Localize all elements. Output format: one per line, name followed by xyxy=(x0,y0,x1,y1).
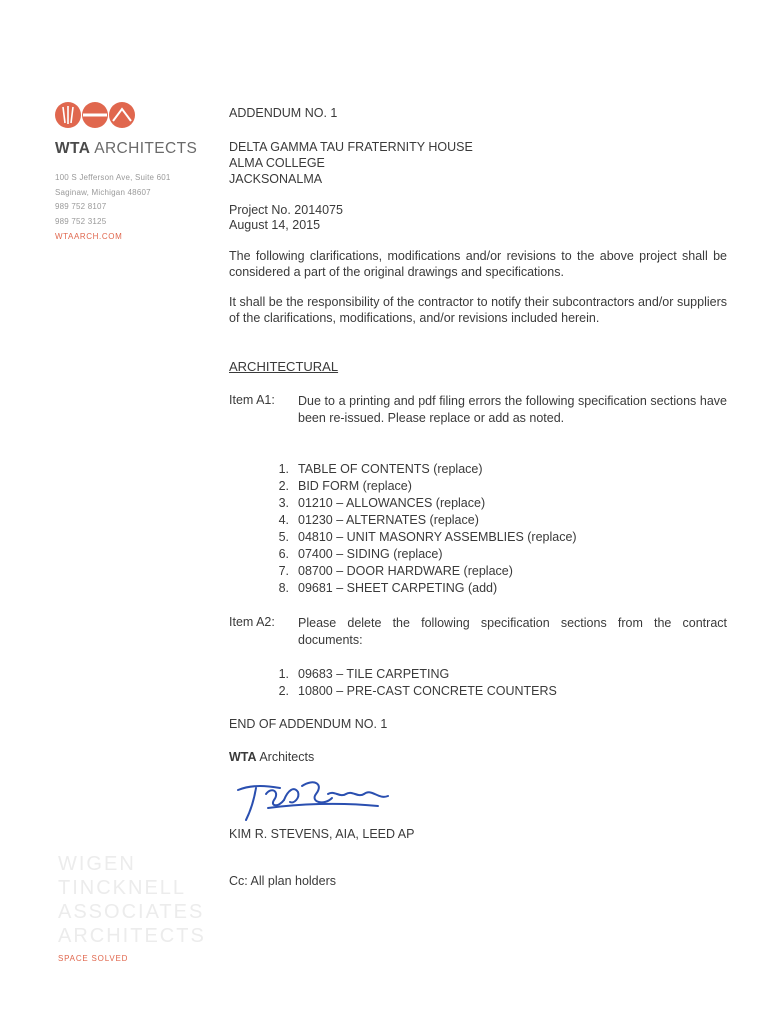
address-block xyxy=(55,171,171,229)
document-title: ADDENDUM NO. 1 xyxy=(229,106,338,120)
brand-name xyxy=(55,140,197,158)
tagline: SPACE SOLVED xyxy=(58,954,129,963)
responsibility-paragraph: It shall be the responsibility of the contractor to notify their subcontractors and/or suppliers of the clarifications, modifications, and/or revisions included herein. xyxy=(229,295,727,325)
project-client: ALMA COLLEGE xyxy=(229,156,325,170)
phone-line: 989 752 8107 xyxy=(55,202,107,211)
watermark-line: ARCHITECTS xyxy=(58,925,206,947)
signer-name: KIM R. STEVENS, AIA, LEED AP xyxy=(229,827,415,841)
item-a2-text: Please delete the following specification sections from the contract documents: xyxy=(298,616,727,647)
fax-line: 989 752 3125 xyxy=(55,216,107,226)
firm-watermark xyxy=(58,852,206,948)
cc-line: Cc: All plan holders xyxy=(229,874,337,888)
watermark-line: ASSOCIATES xyxy=(58,901,205,923)
intro-paragraph: The following clarifications, modifications and/or revisions to the above project shall be considered a part of the original drawings and specifications. xyxy=(229,249,727,279)
address-line: 100 S Jefferson Ave, Suite 601 xyxy=(55,173,171,182)
document-date: August 14, 2015 xyxy=(229,218,321,232)
watermark-line: TINCKNELL xyxy=(58,877,187,899)
firm-name-rest: Architects xyxy=(256,750,315,764)
handwritten-signature-icon xyxy=(228,772,398,828)
item-a1-label: Item A1: xyxy=(229,393,275,407)
end-of-addendum: END OF ADDENDUM NO. 1 xyxy=(229,717,388,731)
address-line: Saginaw, Michigan 48607 xyxy=(55,187,151,197)
item-a1-text: Due to a printing and pdf filing errors the following specification sections have been re-issued. Please replace or add as noted. xyxy=(298,394,727,425)
wta-logo-icon xyxy=(55,100,135,130)
watermark-line: WIGEN xyxy=(58,853,136,875)
firm-signature-name xyxy=(229,750,314,764)
website-link[interactable]: WTAARCH.COM xyxy=(55,232,123,241)
firm-name-bold: WTA xyxy=(229,750,257,764)
section-heading: ARCHITECTURAL xyxy=(229,359,339,374)
item-a2-label: Item A2: xyxy=(229,615,275,629)
project-name: DELTA GAMMA TAU FRATERNITY HOUSE xyxy=(229,140,473,154)
brand-name-bold: WTA xyxy=(55,140,91,157)
project-location: JACKSONALMA xyxy=(229,172,323,186)
brand-name-rest: ARCHITECTS xyxy=(94,140,198,157)
project-number: Project No. 2014075 xyxy=(229,203,343,217)
